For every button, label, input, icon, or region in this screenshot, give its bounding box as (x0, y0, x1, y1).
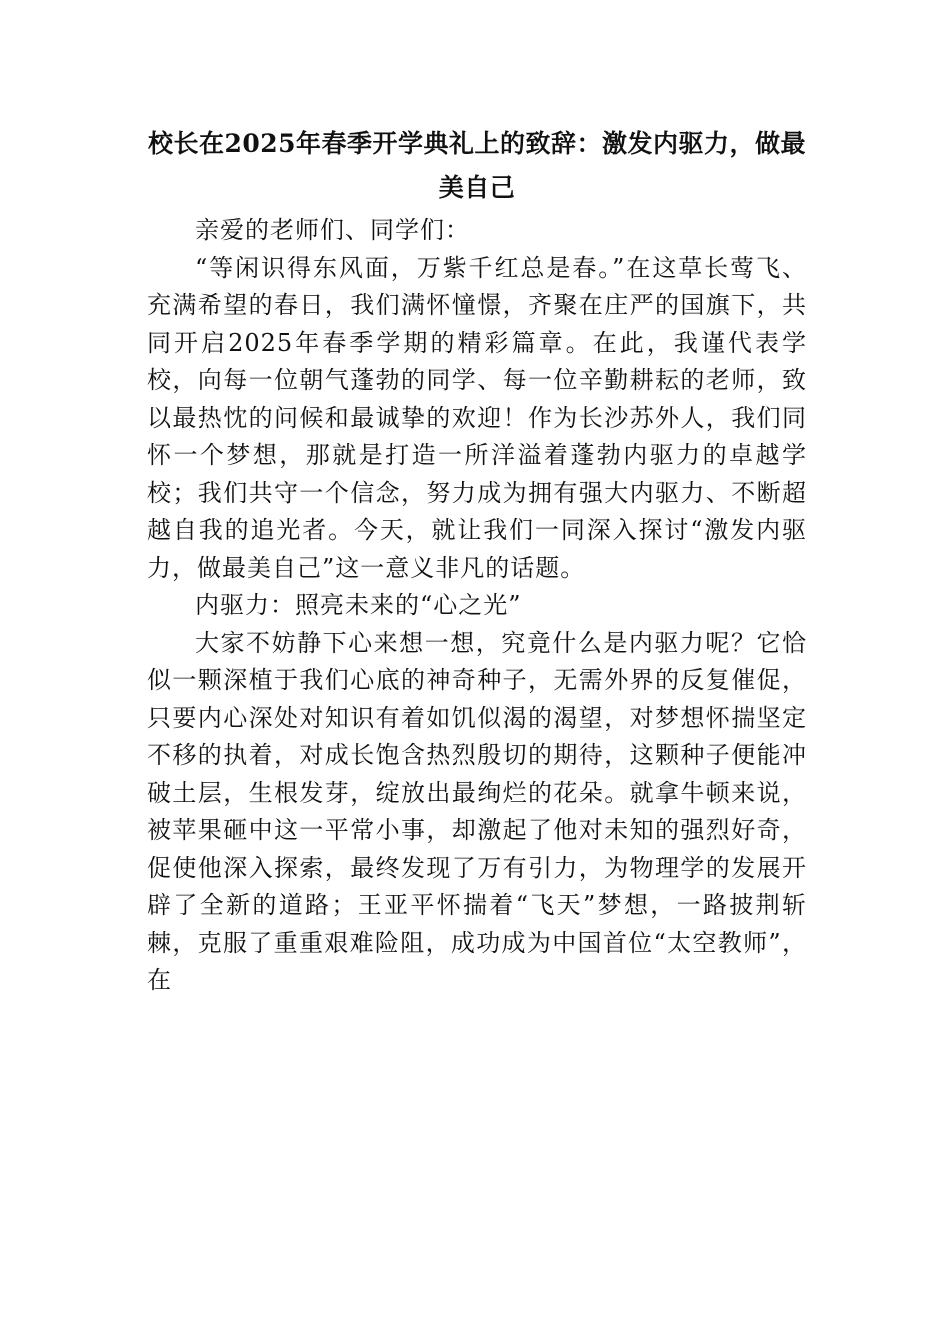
document-title: 校长在2025年春季开学典礼上的致辞：激发内驱力，做最美自己 (147, 129, 807, 202)
salutation-paragraph: 亲爱的老师们、同学们： (195, 216, 470, 244)
opening-paragraph: “等闲识得东风面，万紫千红总是春。”在这草长莺飞、充满希望的春日，我们满怀憧憬，齐聚在庄严的国旗下，共同开启2025年春季学期的精彩篇章。在此，我谨代表学校，向每一位朝气蓬勃的同学、每一位辛勤耕耘的老师，致以最热忱的问候和最诚挚的欢迎！作为长沙苏外人，我们同怀一个梦想，那就是打造一所洋溢着蓬勃内驱力的卓越学校；我们共守一个信念，努力成为拥有强大内驱力、不断超越自我的追光者。今天，就让我们一同深入探讨“激发内驱力，做最美自己”这一意义非凡的话题。 (147, 253, 807, 582)
body-paragraph: 大家不妨静下心来想一想，究竟什么是内驱力呢？它恰似一颗深植于我们心底的神奇种子，无需外界的反复催促，只要内心深处对知识有着如饥似渴的渴望，对梦想怀揣坚定不移的执着，对成长饱含热烈殷切的期待，这颗种子便能冲破土层，生根发芽，绽放出最绚烂的花朵。就拿牛顿来说，被苹果砸中这一平常小事，却激起了他对未知的强烈好奇，促使他深入探索，最终发现了万有引力，为物理学的发展开辟了全新的道路；王亚平怀揣着“飞天”梦想，一路披荆斩棘，克服了重重艰难险阻，成功成为中国首位“太空教师”，在 (147, 628, 807, 994)
document-content (147, 122, 807, 1000)
section-heading: 内驱力：照亮未来的“心之光” (195, 591, 522, 619)
